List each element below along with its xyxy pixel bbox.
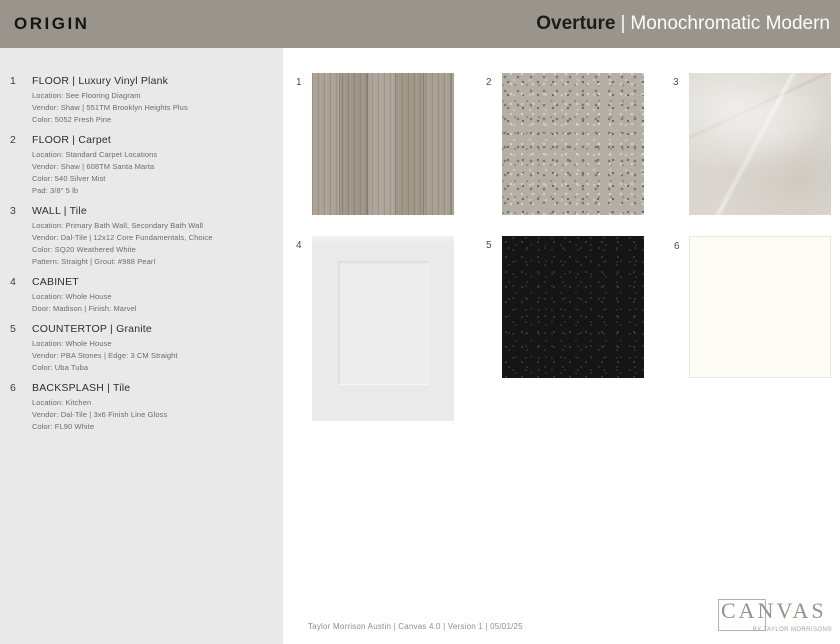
footer-version-line: Taylor Morrison Austin | Canvas 4.0 | Version 1 | 05/01/25 [308, 622, 523, 631]
spec-item-floor-carpet [0, 133, 283, 197]
spec-item-detail: Vendor: PBA Stones | Edge: 3 CM Straight [32, 351, 178, 360]
canvas-byline: BY TAYLOR MORRISON® [752, 627, 832, 633]
spec-item-detail: Color: 540 Silver Mist [32, 174, 106, 183]
swatch-number: 6 [674, 241, 680, 252]
spec-item-detail: Location: Standard Carpet Locations [32, 150, 158, 159]
spec-list [0, 74, 283, 440]
swatch-number: 2 [486, 77, 492, 88]
canvas-logo [717, 597, 833, 639]
swatch-number: 3 [673, 77, 679, 88]
swatch-number: 5 [486, 240, 492, 251]
spec-item-detail: Door: Madison | Finish: Marvel [32, 304, 137, 313]
spec-item-detail: Color: 5052 Fresh Pine [32, 115, 112, 124]
spec-item-detail: Vendor: Shaw | 608TM Santa Marta [32, 162, 155, 171]
spec-item-detail: Vendor: Dal-Tile | 3x6 Finish Line Gloss [32, 410, 168, 419]
swatch-cabinet-door [296, 236, 454, 421]
collection-name: Overture [536, 13, 616, 34]
canvas-wordmark: CANVAS [721, 598, 827, 623]
spec-item-floor-lvp [0, 74, 283, 126]
spec-item-detail: Location: Whole House [32, 292, 112, 301]
spec-item-number: 5 [10, 323, 16, 335]
scheme-title [536, 13, 830, 35]
spec-item-detail: Color: SQ20 Weathered White [32, 245, 136, 254]
spec-item-detail: Vendor: Dal-Tile | 12x12 Core Fundamentals, Choice [32, 233, 213, 242]
spec-item-cabinet [0, 275, 283, 315]
swatch-backsplash-tile [674, 236, 831, 378]
spec-item-title: FLOOR | Luxury Vinyl Plank [32, 75, 169, 87]
spec-item-backsplash [0, 381, 283, 433]
spec-item-title: FLOOR | Carpet [32, 134, 112, 146]
spec-item-detail: Location: Primary Bath Wall, Secondary Bath Wall [32, 221, 203, 230]
spec-item-detail: Location: Whole House [32, 339, 112, 348]
spec-item-number: 4 [10, 276, 16, 288]
swatch-granite-countertop [486, 236, 644, 378]
swatch-luxury-vinyl-plank [296, 73, 454, 215]
spec-item-detail: Color: FL90 White [32, 422, 95, 431]
title-divider: | [620, 13, 626, 34]
spec-item-detail: Location: See Flooring Diagram [32, 91, 141, 100]
spec-item-detail: Pad: 3/8" 5 lb [32, 186, 79, 195]
spec-list-panel [0, 48, 283, 644]
cabinet-door-panel [338, 261, 429, 385]
spec-item-detail: Pattern: Straight | Grout: #988 Pearl [32, 257, 156, 266]
header-band [0, 0, 840, 48]
spec-item-number: 2 [10, 134, 16, 146]
spec-item-number: 6 [10, 382, 16, 394]
swatch-carpet [486, 73, 644, 215]
spec-item-title: CABINET [32, 276, 79, 288]
swatch-wall-tile [673, 73, 831, 215]
spec-item-title: BACKSPLASH | Tile [32, 382, 131, 394]
spec-item-title: WALL | Tile [32, 205, 87, 217]
spec-item-detail: Location: Kitchen [32, 398, 92, 407]
spec-item-countertop [0, 322, 283, 374]
palette-name: Monochromatic Modern [630, 13, 830, 34]
spec-item-number: 3 [10, 205, 16, 217]
swatch-number: 4 [296, 240, 302, 251]
spec-item-number: 1 [10, 75, 16, 87]
spec-item-detail: Vendor: Shaw | 551TM Brooklyn Heights Plus [32, 103, 188, 112]
community-name: ORIGIN [14, 14, 90, 33]
spec-item-wall-tile [0, 204, 283, 268]
spec-item-detail: Color: Uba Tuba [32, 363, 89, 372]
swatch-number: 1 [296, 77, 302, 88]
spec-item-title: COUNTERTOP | Granite [32, 323, 152, 335]
